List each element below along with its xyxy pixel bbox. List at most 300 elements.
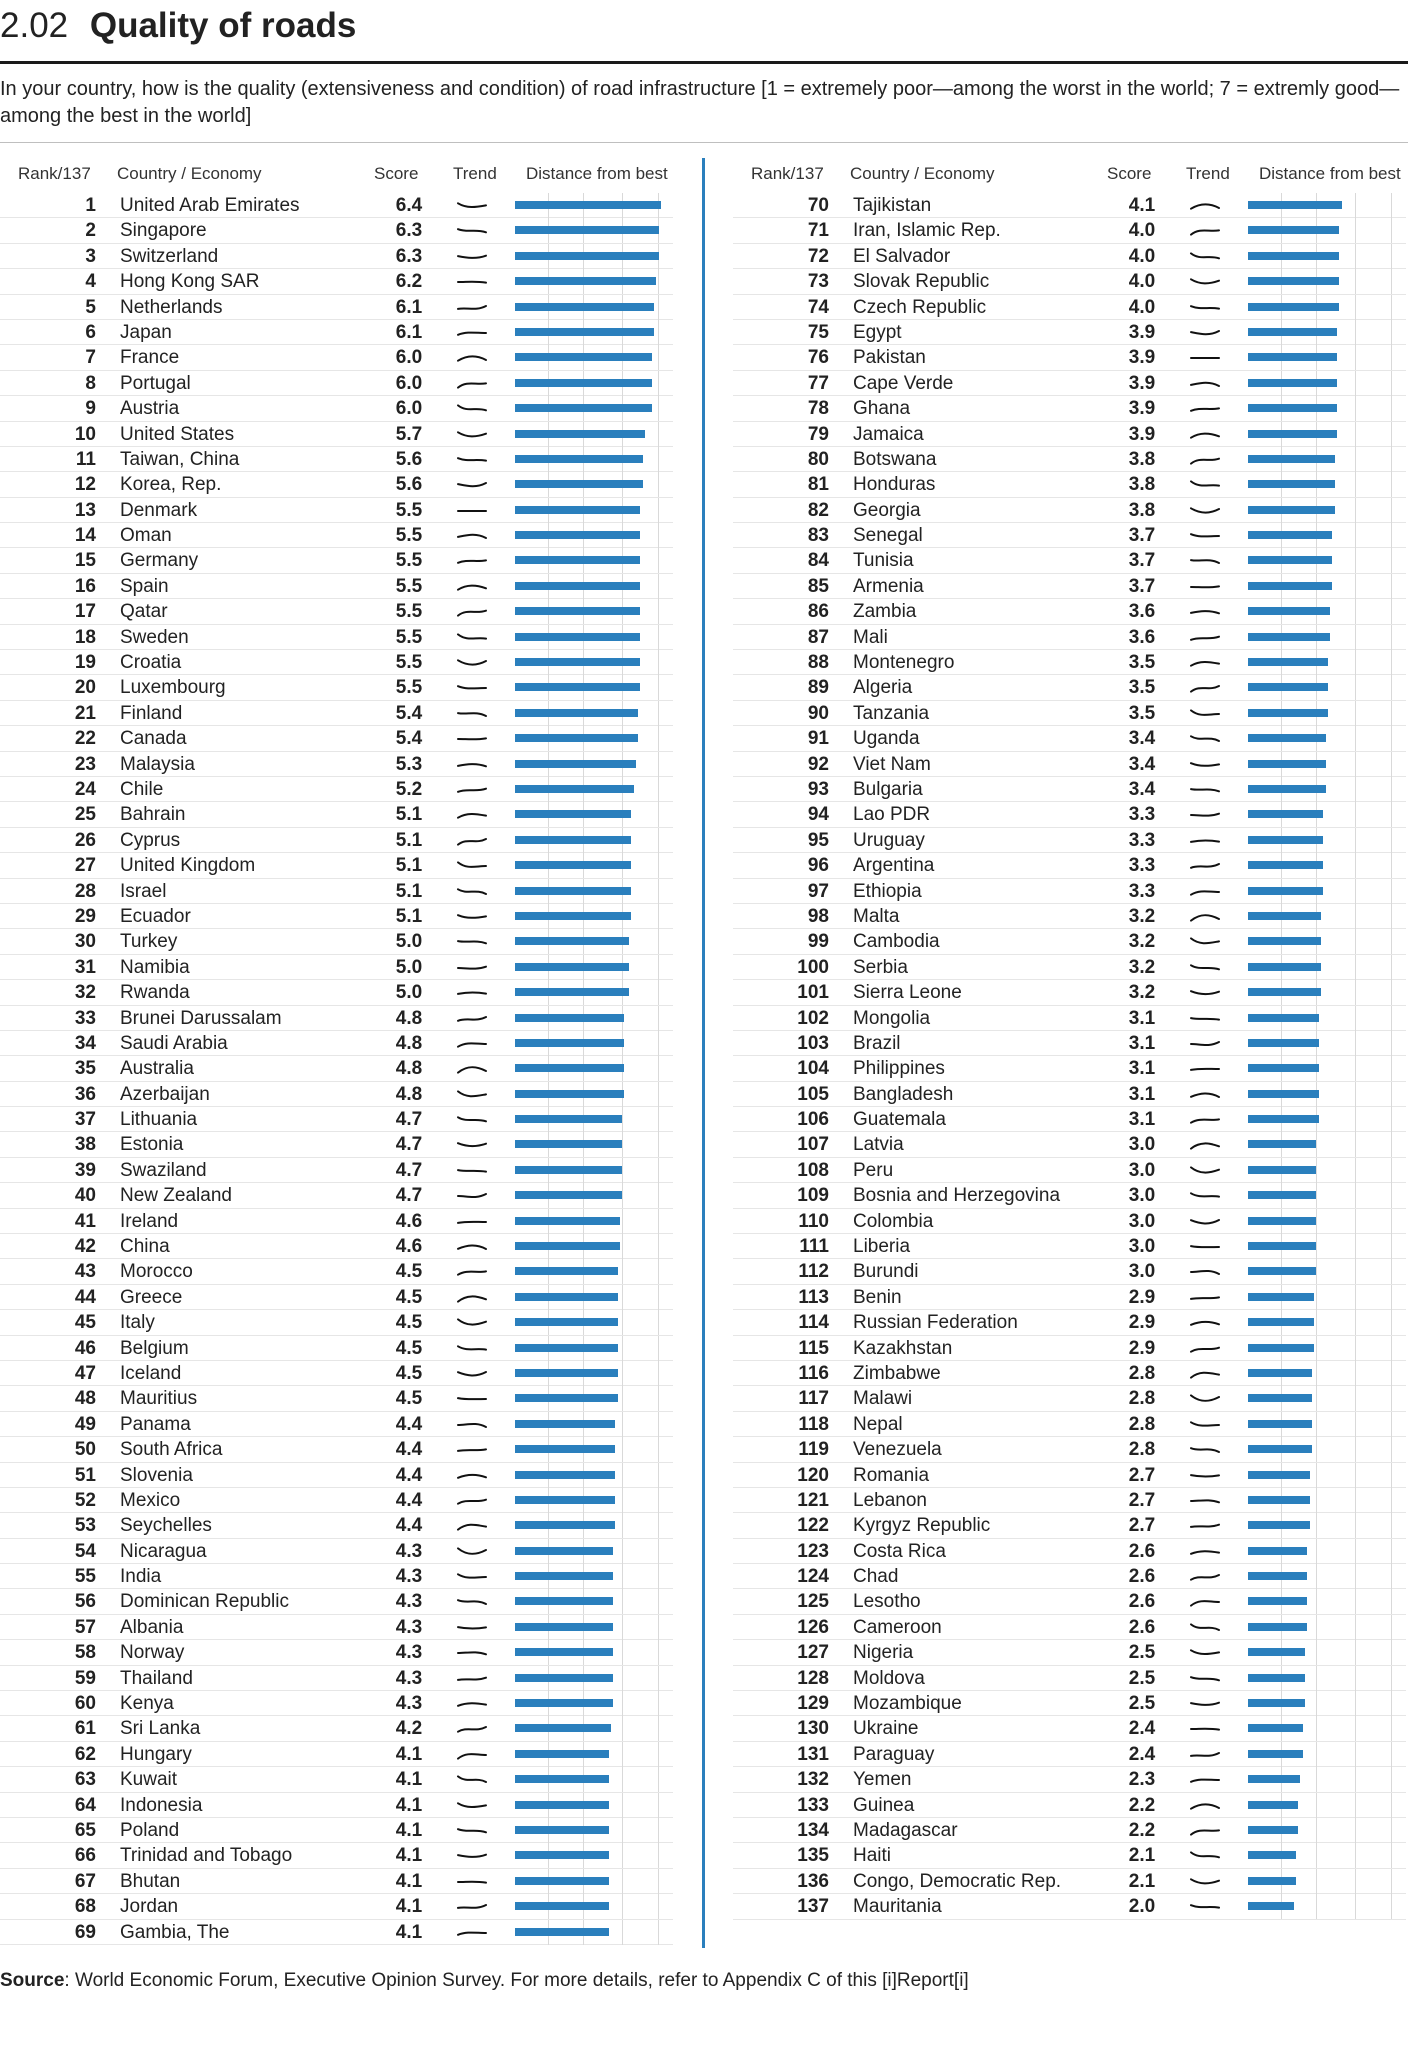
table-row — [0, 447, 673, 472]
table-row — [733, 345, 1406, 370]
gridline — [658, 1716, 659, 1741]
table-row — [0, 574, 673, 599]
score-bar — [515, 277, 656, 285]
sparkline-icon — [1189, 575, 1221, 599]
sparkline-icon — [456, 448, 488, 472]
distance-bar-area — [512, 320, 674, 345]
sparkline-icon — [1189, 1540, 1221, 1564]
distance-bar-area — [1245, 1386, 1407, 1411]
distance-bar-area — [1245, 447, 1407, 472]
gridline — [1391, 269, 1392, 294]
sparkline-icon — [456, 1057, 488, 1081]
gridline — [1355, 447, 1356, 472]
gridline — [1391, 1513, 1392, 1538]
table-row — [733, 1843, 1406, 1868]
title-number: 2.02 — [0, 6, 69, 45]
score-cell: 4.6 — [395, 1236, 423, 1258]
sparkline-icon — [456, 1641, 488, 1665]
gridline — [658, 422, 659, 447]
score-cell: 4.5 — [395, 1312, 423, 1334]
rank-cell: 125 — [797, 1591, 829, 1613]
sparkline-icon — [1189, 372, 1221, 396]
score-bar — [515, 1140, 622, 1148]
table-row — [733, 1818, 1406, 1843]
country-cell: Uganda — [853, 728, 920, 750]
country-cell: Mali — [853, 626, 888, 648]
gridline — [622, 1488, 623, 1513]
gridline — [1391, 1894, 1392, 1919]
rank-cell: 9 — [85, 398, 96, 420]
table-row — [733, 1513, 1406, 1538]
gridline — [658, 1818, 659, 1843]
gridline — [658, 701, 659, 726]
distance-bar-area — [512, 1894, 674, 1919]
table-row — [733, 1488, 1406, 1513]
score-bar — [1248, 226, 1339, 234]
gridline — [1391, 675, 1392, 700]
score-cell: 2.8 — [1128, 1413, 1156, 1435]
rank-cell: 26 — [74, 829, 96, 851]
gridline — [622, 1716, 623, 1741]
table-row — [0, 1259, 673, 1284]
country-cell: Malawi — [853, 1388, 913, 1410]
score-bar — [515, 455, 643, 463]
gridline — [1355, 1082, 1356, 1107]
rank-cell: 14 — [74, 525, 96, 547]
score-bar — [515, 1014, 624, 1022]
score-cell: 5.6 — [395, 474, 423, 496]
gridline — [1355, 193, 1356, 218]
sparkline-icon — [1189, 1108, 1221, 1132]
country-cell: Hungary — [120, 1743, 192, 1765]
table-row — [0, 1564, 673, 1589]
distance-bar-area — [1245, 472, 1407, 497]
gridline — [658, 396, 659, 421]
score-cell: 6.0 — [395, 347, 423, 369]
table-row — [0, 1183, 673, 1208]
score-cell: 5.5 — [395, 677, 423, 699]
rank-cell: 34 — [74, 1032, 96, 1054]
distance-bar-area — [1245, 1107, 1407, 1132]
table-row — [733, 472, 1406, 497]
country-cell: Argentina — [853, 855, 935, 877]
country-cell: Netherlands — [120, 296, 223, 318]
score-bar — [515, 353, 652, 361]
score-bar — [515, 379, 652, 387]
trend-header: Trend — [453, 164, 497, 183]
country-cell: Poland — [120, 1820, 180, 1841]
rank-cell: 127 — [797, 1642, 829, 1664]
rank-cell: 40 — [74, 1185, 96, 1207]
rank-cell: 89 — [807, 677, 829, 699]
table-row — [0, 675, 673, 700]
table-row — [733, 193, 1406, 218]
rank-cell: 39 — [74, 1159, 96, 1181]
rank-cell: 42 — [74, 1236, 96, 1258]
distance-bar-area — [512, 1920, 674, 1945]
score-bar — [1248, 633, 1330, 641]
score-bar — [1248, 1699, 1305, 1707]
country-cell: Brunei Darussalam — [120, 1007, 282, 1029]
rank-cell: 86 — [807, 601, 829, 623]
gridline — [1355, 548, 1356, 573]
score-cell: 5.1 — [395, 829, 423, 851]
table-row — [733, 777, 1406, 802]
sparkline-icon — [1189, 702, 1221, 726]
distance-bar-area — [1245, 1361, 1407, 1386]
distance-bar-area — [512, 828, 674, 853]
score-cell: 5.1 — [395, 804, 423, 826]
gridline — [1355, 1234, 1356, 1259]
gridline — [658, 1894, 659, 1919]
gridline — [1355, 1818, 1356, 1843]
score-bar — [515, 1826, 609, 1834]
score-cell: 3.0 — [1128, 1261, 1156, 1283]
sparkline-icon — [1189, 1337, 1221, 1361]
gridline — [622, 1107, 623, 1132]
distance-bar-area — [1245, 1082, 1407, 1107]
sparkline-icon — [1189, 1362, 1221, 1386]
sparkline-icon — [1189, 600, 1221, 624]
country-cell: Denmark — [120, 499, 198, 521]
table-row — [733, 1386, 1406, 1411]
distance-bar-area — [512, 371, 674, 396]
score-cell: 3.3 — [1128, 804, 1156, 826]
score-cell: 2.9 — [1128, 1312, 1156, 1334]
table-row — [733, 269, 1406, 294]
sparkline-icon — [1189, 1667, 1221, 1691]
distance-bar-area — [512, 1285, 674, 1310]
table-row — [733, 1539, 1406, 1564]
rank-cell: 56 — [74, 1591, 96, 1613]
country-cell: Tajikistan — [853, 195, 932, 216]
rank-cell: 131 — [797, 1743, 829, 1765]
country-cell: Austria — [120, 398, 180, 420]
sparkline-icon — [456, 1235, 488, 1259]
distance-bar-area — [1245, 853, 1407, 878]
rank-cell: 4 — [85, 271, 96, 293]
score-cell: 2.7 — [1128, 1464, 1156, 1486]
country-cell: Iceland — [120, 1362, 182, 1384]
gridline — [658, 498, 659, 523]
table-row — [0, 802, 673, 827]
gridline — [658, 828, 659, 853]
score-bar — [1248, 480, 1335, 488]
gridline — [1316, 1869, 1317, 1894]
gridline — [1316, 1463, 1317, 1488]
score-cell: 2.6 — [1128, 1540, 1156, 1562]
rank-cell: 23 — [74, 753, 96, 775]
rank-cell: 27 — [74, 855, 96, 877]
gridline — [1316, 1513, 1317, 1538]
score-bar — [1248, 1420, 1312, 1428]
rank-header: Rank/137 — [751, 164, 824, 183]
gridline — [1355, 1513, 1356, 1538]
score-bar — [515, 1445, 615, 1453]
distance-bar-area — [512, 1336, 674, 1361]
country-cell: Morocco — [120, 1261, 193, 1283]
rank-cell: 1 — [85, 195, 96, 216]
table-row — [0, 1615, 673, 1640]
table-row — [0, 1488, 673, 1513]
sparkline-icon — [1189, 1819, 1221, 1843]
gridline — [1391, 955, 1392, 980]
table-row — [0, 218, 673, 243]
sparkline-icon — [1189, 219, 1221, 243]
country-cell: Serbia — [853, 956, 908, 978]
score-bar — [515, 1750, 609, 1758]
table-header-right — [733, 160, 1406, 188]
gridline — [1391, 1132, 1392, 1157]
country-cell: Tunisia — [853, 550, 914, 572]
table-row — [0, 1513, 673, 1538]
gridline — [1355, 396, 1356, 421]
rank-cell: 81 — [807, 474, 829, 496]
score-cell: 3.3 — [1128, 880, 1156, 902]
distance-bar-area — [512, 777, 674, 802]
score-bar — [1248, 556, 1332, 564]
table-row — [733, 726, 1406, 751]
score-bar — [1248, 506, 1335, 514]
score-cell: 3.8 — [1128, 499, 1156, 521]
gridline — [1391, 1006, 1392, 1031]
gridline — [622, 1259, 623, 1284]
sparkline-icon — [456, 956, 488, 980]
subtitle: In your country, how is the quality (extensiveness and condition) of road infrastructure [1 = extremely poor—among the worst in the world; 7 = extremly good—among the best in the world] — [0, 78, 1400, 127]
gridline — [1316, 1818, 1317, 1843]
gridline — [622, 1336, 623, 1361]
distance-bar-area — [1245, 904, 1407, 929]
distance-bar-area — [1245, 269, 1407, 294]
score-bar — [1248, 1242, 1316, 1250]
gridline — [1391, 1640, 1392, 1665]
gridline — [622, 1539, 623, 1564]
score-bar — [1248, 303, 1339, 311]
score-cell: 5.5 — [395, 626, 423, 648]
score-cell: 2.7 — [1128, 1489, 1156, 1511]
gridline — [1391, 1234, 1392, 1259]
country-cell: Peru — [853, 1159, 894, 1181]
sparkline-icon — [456, 245, 488, 269]
gridline — [658, 1056, 659, 1081]
sparkline-icon — [1189, 1590, 1221, 1614]
score-cell: 5.5 — [395, 499, 423, 521]
table-row — [0, 599, 673, 624]
distance-bar-area — [512, 955, 674, 980]
table-row — [0, 625, 673, 650]
country-cell: Spain — [120, 575, 169, 597]
sparkline-icon — [456, 727, 488, 751]
distance-bar-area — [512, 1437, 674, 1462]
rank-cell: 101 — [797, 982, 829, 1004]
country-cell: Malta — [853, 905, 900, 927]
sparkline-icon — [1189, 676, 1221, 700]
source-text: : World Economic Forum, Executive Opinion Survey. For more details, refer to Appendix C of this [i]Report[i] — [64, 1970, 969, 1991]
sparkline-icon — [456, 270, 488, 294]
title-text: Quality of roads — [89, 6, 357, 45]
country-cell: Pakistan — [853, 347, 926, 369]
rank-cell: 75 — [807, 321, 829, 343]
country-cell: Mozambique — [853, 1693, 962, 1715]
gridline — [1316, 1488, 1317, 1513]
distance-bar-area — [512, 1183, 674, 1208]
rank-cell: 76 — [807, 347, 829, 369]
score-cell: 3.8 — [1128, 474, 1156, 496]
distance-bar-area — [512, 193, 674, 218]
rank-cell: 18 — [74, 626, 96, 648]
rank-cell: 49 — [74, 1413, 96, 1435]
sparkline-icon — [1189, 423, 1221, 447]
distance-bar-area — [1245, 1615, 1407, 1640]
table-body-right — [733, 193, 1406, 1920]
score-cell: 3.7 — [1128, 525, 1156, 547]
score-cell: 4.2 — [395, 1718, 423, 1740]
score-cell: 5.1 — [395, 855, 423, 877]
gridline — [1355, 929, 1356, 954]
score-bar — [515, 1877, 609, 1885]
rank-cell: 29 — [74, 905, 96, 927]
country-cell: Georgia — [853, 499, 921, 521]
sparkline-icon — [456, 1286, 488, 1310]
gridline — [1391, 929, 1392, 954]
rank-cell: 21 — [74, 702, 96, 724]
sparkline-icon — [456, 1387, 488, 1411]
score-bar — [515, 861, 631, 869]
gridline — [1316, 1437, 1317, 1462]
gridline — [622, 1767, 623, 1792]
score-cell: 5.0 — [395, 982, 423, 1004]
gridline — [658, 269, 659, 294]
score-bar — [515, 1242, 620, 1250]
table-row — [733, 498, 1406, 523]
country-cell: Honduras — [853, 474, 936, 496]
table-row — [0, 472, 673, 497]
gridline — [1391, 802, 1392, 827]
score-bar — [1248, 531, 1332, 539]
score-bar — [1248, 683, 1328, 691]
distance-bar-area — [1245, 1716, 1407, 1741]
country-cell: Congo, Democratic Rep. — [853, 1870, 1062, 1892]
gridline — [1316, 1386, 1317, 1411]
score-bar — [515, 963, 629, 971]
score-cell: 6.1 — [395, 321, 423, 343]
gridline — [658, 1132, 659, 1157]
score-bar — [515, 201, 661, 209]
score-bar — [1248, 912, 1321, 920]
score-bar — [1248, 963, 1321, 971]
rank-cell: 99 — [807, 931, 829, 953]
score-bar — [515, 1648, 613, 1656]
country-cell: Croatia — [120, 652, 182, 674]
sparkline-icon — [1189, 803, 1221, 827]
distance-bar-area — [512, 548, 674, 573]
table-row — [733, 1412, 1406, 1437]
country-cell: Israel — [120, 880, 167, 902]
sparkline-icon — [456, 1819, 488, 1843]
score-header: Score — [1107, 164, 1152, 183]
country-cell: Tanzania — [853, 702, 930, 724]
country-cell: Costa Rica — [853, 1540, 946, 1562]
sparkline-icon — [456, 1438, 488, 1462]
score-cell: 3.3 — [1128, 829, 1156, 851]
distance-bar-area — [1245, 1463, 1407, 1488]
distance-bar-area — [1245, 1412, 1407, 1437]
country-cell: Ukraine — [853, 1718, 919, 1740]
rank-cell: 61 — [74, 1718, 96, 1740]
sparkline-icon — [456, 1108, 488, 1132]
distance-bar-area — [1245, 1742, 1407, 1767]
gridline — [658, 752, 659, 777]
country-cell: Singapore — [120, 220, 207, 242]
sparkline-icon — [1189, 1057, 1221, 1081]
sparkline-icon — [456, 1007, 488, 1031]
score-bar — [1248, 1597, 1307, 1605]
rank-cell: 2 — [85, 220, 96, 242]
score-cell: 2.6 — [1128, 1616, 1156, 1638]
score-cell: 4.1 — [395, 1870, 423, 1892]
sparkline-icon — [456, 1311, 488, 1335]
gridline — [1355, 853, 1356, 878]
score-bar — [515, 1775, 609, 1783]
sparkline-icon — [456, 829, 488, 853]
gridline — [658, 320, 659, 345]
rank-cell: 105 — [797, 1083, 829, 1105]
distance-bar-area — [1245, 1209, 1407, 1234]
score-cell: 2.4 — [1128, 1743, 1156, 1765]
sparkline-icon — [1189, 753, 1221, 777]
distance-bar-area — [1245, 244, 1407, 269]
gridline — [658, 980, 659, 1005]
rank-cell: 95 — [807, 829, 829, 851]
rank-cell: 62 — [74, 1743, 96, 1765]
score-cell: 2.8 — [1128, 1388, 1156, 1410]
score-cell: 5.7 — [395, 423, 423, 445]
score-cell: 4.1 — [395, 1743, 423, 1765]
gridline — [622, 1234, 623, 1259]
rank-cell: 126 — [797, 1616, 829, 1638]
rank-cell: 122 — [797, 1515, 829, 1537]
score-cell: 4.0 — [1128, 296, 1156, 318]
score-bar — [1248, 1648, 1305, 1656]
score-bar — [515, 1115, 622, 1123]
sparkline-icon — [1189, 1387, 1221, 1411]
distance-bar-area — [512, 1818, 674, 1843]
table-row — [733, 295, 1406, 320]
table-body-left — [0, 193, 673, 1945]
country-cell: Armenia — [853, 575, 924, 597]
country-cell: India — [120, 1566, 162, 1588]
gridline — [1355, 1463, 1356, 1488]
score-bar — [515, 226, 659, 234]
score-cell: 3.2 — [1128, 982, 1156, 1004]
gridline — [1391, 218, 1392, 243]
distance-bar-area — [512, 675, 674, 700]
gridline — [1316, 1132, 1317, 1157]
score-cell: 2.1 — [1128, 1845, 1156, 1867]
country-cell: Canada — [120, 728, 187, 750]
rank-cell: 70 — [807, 195, 829, 216]
gridline — [658, 802, 659, 827]
table-row — [0, 1336, 673, 1361]
score-bar — [1248, 1674, 1305, 1682]
country-cell: United States — [120, 423, 235, 445]
gridline — [1316, 1336, 1317, 1361]
sparkline-icon — [456, 423, 488, 447]
score-bar — [1248, 1851, 1296, 1859]
sparkline-icon — [456, 499, 488, 523]
distance-bar-area — [512, 472, 674, 497]
distance-bar-area — [1245, 752, 1407, 777]
